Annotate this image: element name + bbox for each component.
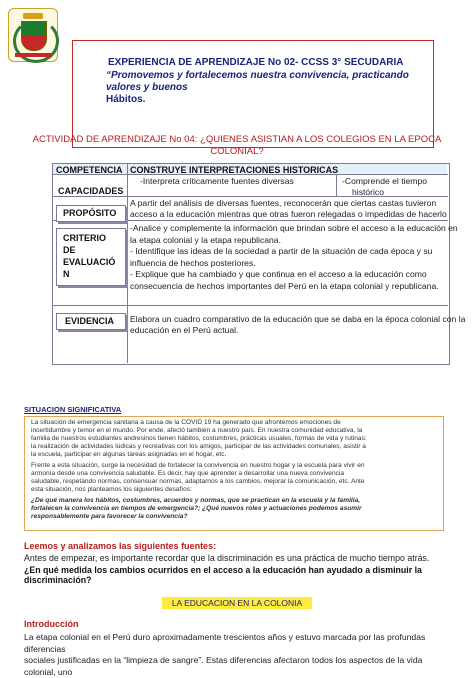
situation-question-line: responsablemente para favorecer la convivencia?: [31, 513, 188, 521]
situation-line: la realización de actividades lúdicas y recreativas con los amigos, participar de las actividades comunales, asistir a: [31, 443, 366, 451]
criterio-text: [130, 223, 458, 292]
table-col-divider: [127, 163, 128, 363]
criterio-label-box: [56, 228, 126, 286]
proposito-label-box: [56, 205, 126, 222]
evidencia-line-1: Elabora un cuadro comparativo de la educación que se daba en la época colonial con la: [130, 314, 466, 324]
experience-title: EXPERIENCIA DE APRENDIZAJE No 02- CCSS 3° SECUDARIA: [108, 57, 404, 68]
capacidades-label: CAPACIDADES: [58, 186, 124, 196]
criterio-line: influencia de hechos posteriores.: [130, 257, 256, 268]
evidencia-label-box: [56, 313, 126, 330]
situation-question-line: fortalecen la convivencia en tiempos de emergencia?; ¿Qué nuevos roles y actuaciones podemos asumir: [31, 505, 362, 513]
situation-title: SITUACION SIGNIFICATIVA: [24, 405, 122, 414]
ribbon-shape: [15, 53, 51, 57]
activity-line-2: COLONIAL?: [210, 146, 264, 157]
experience-subtitle-end: Hábitos.: [106, 94, 146, 105]
reading-intro: Antes de empezar, es importante recordar que la discriminación es una práctica de mucho tiempo atrás.: [24, 553, 430, 563]
table-row-line: [52, 305, 448, 306]
situation-question-line: ¿De qué manera los hábitos, costumbres, acuerdos y normas, que se practican en la escuela y la familia,: [31, 497, 361, 504]
intro-line: sociales justificadas en la “limpieza de sangre”. Estas diferencias afectaron todos los aspectos de la vida colonial, uno: [24, 655, 423, 677]
proposito-line-1: A partir del análisis de diversas fuentes, reconocerán que ciertas castas tuvieron: [130, 198, 437, 208]
crown-shape: [23, 13, 43, 19]
situation-questions: [31, 497, 435, 521]
proposito-label: PROPÓSITO: [63, 208, 117, 218]
situation-paragraph-2: [31, 462, 435, 494]
criterio-label: [63, 232, 115, 280]
table-row-line: [52, 196, 448, 197]
situation-line: armonía desde una convivencia saludable. Es decir, hay que aprender a desarrollar una nueva convivencia: [31, 470, 345, 478]
school-logo: [8, 8, 58, 62]
competencia-value: CONSTRUYE INTERPRETACIONES HISTORICAS: [130, 165, 339, 175]
intro-body: [24, 632, 454, 678]
table-cap-divider: [336, 174, 337, 196]
criterio-label-line: DE: [63, 245, 76, 255]
situation-line: incertidumbre y temor en el mundo. Por ende, afectó también a nuestro país. En nuestra comunidad educativa, la: [31, 427, 363, 435]
situation-line: esta situación, nos planteamos los siguientes desafíos:: [31, 486, 192, 494]
situation-line: Frente a esta situación, surge la necesidad de fortalecer la convivencia en nuestro hogar y la escuela para vivir en: [31, 462, 365, 469]
situation-line: saludable, respetando normas, consensuar normas, adaptarnos a los cambios, mejorar la comunicación, etc. Ante: [31, 478, 365, 486]
intro-heading: Introducción: [24, 619, 79, 629]
reading-question: ¿En qué medida los cambios ocurridos en el acceso a la educación han ayudado a disminuir la discriminación?: [24, 565, 422, 585]
shield-icon: [21, 21, 47, 51]
intro-line: La etapa colonial en el Perú duro aproximadamente trescientos años y estuvo marcada por las profundas diferencias: [24, 632, 426, 654]
situation-line: familia de nuestros estudiantes andresinos tienen hábitos, costumbres, prácticas usuales, formas de vida y rutinas:: [31, 435, 367, 443]
capacidad-1: -Interpreta críticamente fuentes diversas: [140, 176, 294, 186]
criterio-line: la etapa colonial y la etapa republicana.: [130, 234, 281, 245]
criterio-line: - Explique que ha cambiado y que continua en el acceso a la educación como: [130, 269, 427, 279]
competencia-label: COMPETENCIA: [56, 165, 123, 175]
activity-title: [20, 134, 454, 158]
activity-line-1: ACTIVIDAD DE APRENDIZAJE No 04: ¿QUIENES ASISTIAN A LOS COLEGIOS EN LA EPOCA: [32, 134, 442, 145]
criterio-line: consecuencia de hechos importantes del Perú en la etapa colonial y republicana.: [130, 280, 439, 291]
criterio-line: - Identifique las ideas de la sociedad a partir de la situación de cada época y su: [130, 246, 433, 256]
situation-line: La situación de emergencia sanitaria a causa de la COVID 19 ha generado que afrontemos emociones de: [31, 419, 341, 426]
situation-paragraph-1: [31, 419, 435, 459]
evidencia-label: EVIDENCIA: [65, 316, 115, 326]
criterio-line: -Analice y complemente la información que brindan sobre el acceso a la educación en: [130, 223, 458, 233]
evidencia-line-2: educación en el Perú actual.: [130, 325, 239, 335]
section-banner: LA EDUCACION EN LA COLONIA: [162, 597, 312, 609]
reading-heading: Leemos y analizamos las siguientes fuentes:: [24, 541, 217, 551]
experience-subtitle: “Promovemos y fortalecemos nuestra convivencia, practicando valores y buenos: [106, 70, 409, 93]
criterio-label-line: CRITERIO: [63, 233, 107, 243]
criterio-label-line: EVALUACIÓ: [63, 257, 116, 267]
capacidad-2a: -Comprende el tiempo: [342, 176, 428, 186]
capacidad-2b: histórico: [352, 187, 384, 197]
criterio-label-line: N: [63, 269, 70, 279]
proposito-line-2: acceso a la educación mientras que otras fueron relegadas o impedidas de hacerlo: [130, 209, 447, 219]
situation-line: la escuela, participar en algunas tareas asignadas en el hogar, etc.: [31, 451, 227, 459]
